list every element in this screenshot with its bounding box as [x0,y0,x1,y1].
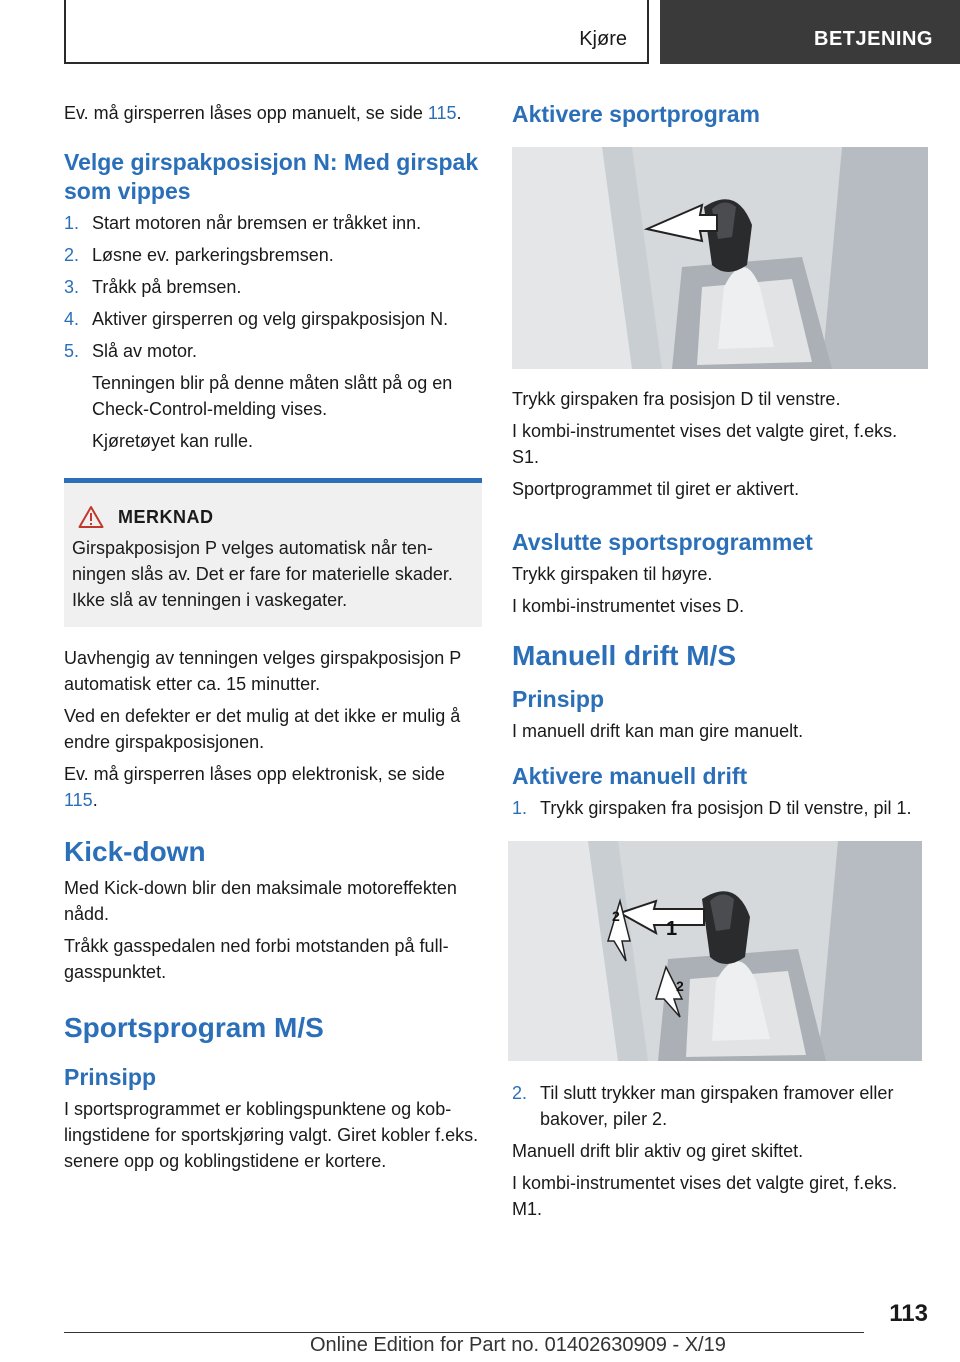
list-item: 2. Til slutt trykker man girspaken framover eller bakover, piler 2. [512,1083,894,1129]
paragraph: Uavhengig av tenningen velges girspakposisjon P automatisk etter ca. 15 minutter. [64,648,461,694]
heading-activate-sport: Aktivere sportprogram [512,101,760,127]
paragraph: Manuell drift blir aktiv og giret skiftet. [512,1141,804,1161]
gear-lever-left-illustration [512,147,928,369]
paragraph: Trykk girspaken til høyre. [512,564,713,584]
step5-detail-2: Kjøretøyet kan rulle. [92,431,254,451]
manual-steps-list-2 [512,1080,928,1132]
paragraph: Ved en defekter er det mulig at det ikke er mulig å endre girspakposisjonen. [64,706,461,752]
header-chapter-tab [660,0,960,64]
right-column [512,100,928,1228]
page-link-115[interactable]: 115 [427,103,457,123]
heading-manual-mode: Manuell drift M/S [512,640,736,671]
header-section-box [64,0,649,64]
header-chapter-title: BETJENING [814,28,933,50]
paragraph: Ev. må girsperren låses opp elektronisk, se side 115. [64,764,445,810]
heading-principle: Prinsipp [64,1064,157,1090]
paragraph: I kombi-instrumentet vises D. [512,596,745,616]
header-section-title: Kjøre [579,28,627,50]
paragraph: I kombi-instrumentet vises det valgte giret, f.eks. S1. [512,421,898,467]
heading-sport-program: Sportsprogram M/S [64,1012,324,1043]
heading-end-sport: Avslutte sportsprogrammet [512,529,813,555]
list-item: 4. Aktiver girsperren og velg girspakposisjon N. [64,309,449,329]
intro-paragraph: Ev. må girsperren låses opp manuelt, se side 115. [64,103,462,123]
list-item: 3. Tråkk på bremsen. [64,277,242,297]
note-text: Girspakposisjon P velges automatisk når tenningen slås av. Det er fare for materielle skader. Ikke slå av tenningen i vaskegater. [72,538,453,610]
arrow-label-1: 1 [666,918,678,940]
manual-steps-list [512,795,928,821]
left-column [64,100,482,1180]
paragraph: Sportprogrammet til giret er aktivert. [512,479,800,499]
list-item: 1. Trykk girspaken fra posisjon D til venstre, pil 1. [512,798,912,818]
list-item: 2. Løsne ev. parkeringsbremsen. [64,245,334,265]
neutral-steps-list [64,210,482,460]
heading-principle: Prinsipp [512,686,605,712]
arrow-label-2-top: 2 [612,908,620,924]
paragraph: Tråkk gasspedalen ned forbi motstanden på fullgasspunktet. [64,936,449,982]
paragraph: Med Kick-down blir den maksimale motoreffekten nådd. [64,878,457,924]
step5-detail-1: Tenningen blir på denne måten slått på og en Check-Control-melding vises. [92,373,453,419]
heading-activate-manual: Aktivere manuell drift [512,763,748,789]
list-item: 1. Start motoren når bremsen er tråkket inn. [64,213,422,233]
edition-text: Online Edition for Part no. 01402630909 - X/19 [310,1334,726,1356]
note-box [64,478,482,627]
paragraph: I manuell drift kan man gire manuelt. [512,721,804,741]
paragraph: I kombi-instrumentet vises det valgte giret, f.eks. M1. [512,1173,898,1219]
list-item: 5. Slå av motor. Tenningen blir på denne måten slått på og en Check-Control-melding vises. Kjøretøyet kan rulle. [64,338,482,460]
gear-lever-manual-illustration [508,841,922,1061]
footer-divider [64,1332,864,1333]
paragraph: Trykk girspaken fra posisjon D til venstre. [512,389,841,409]
heading-select-neutral: Velge girspakposisjon N: Med girspak som vippes [64,149,479,204]
page-number: 113 [889,1300,928,1327]
paragraph: I sportsprogrammet er koblingspunktene og koblingstidene for sportskjøring valgt. Giret kobler f.eks. senere opp og koblingstidene er kortere. [64,1099,479,1171]
heading-kick-down: Kick-down [64,836,206,867]
arrow-label-2-bottom: 2 [676,978,684,994]
page-link-115[interactable]: 115 [64,790,93,810]
note-title: MERKNAD [118,506,214,527]
warning-triangle-icon [78,505,104,529]
